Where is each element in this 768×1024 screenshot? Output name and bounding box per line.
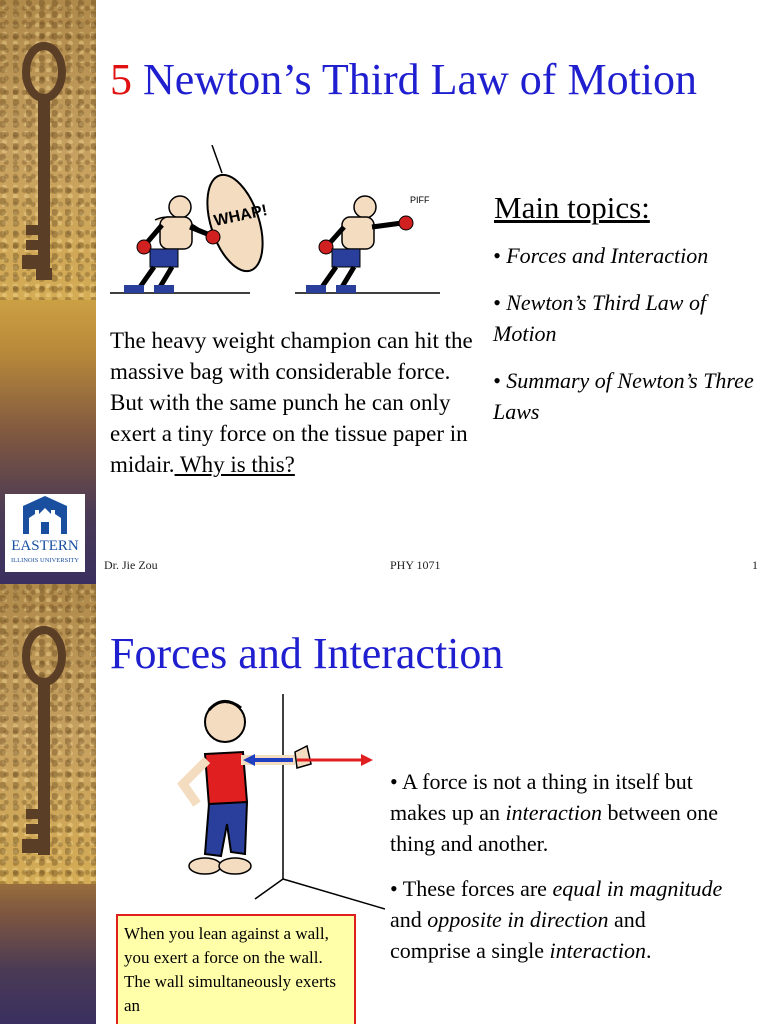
slide-title-text: Newton’s Third Law of Motion: [143, 55, 698, 104]
boxer-illustration: [110, 145, 455, 310]
intro-text: The heavy weight champion can hit the massive bag with considerable force. But with the same punch he can only exert a tiny force on the tissue paper in midair.: [110, 328, 473, 477]
topics-heading: Main topics:: [494, 190, 650, 225]
bullet-emphasis: opposite in direction: [427, 907, 609, 932]
bullet-text: • These forces are: [390, 876, 553, 901]
university-logo: [5, 494, 85, 572]
illustration-caption: When you lean against a wall, you exert a force on the wall. The wall simultaneously exerts an: [116, 914, 356, 1024]
svg-text:EASTERN: EASTERN: [11, 538, 79, 554]
topics-list: [493, 240, 763, 443]
svg-text:PIFF: PIFF: [410, 195, 430, 205]
topic-item: • Forces and Interaction: [493, 243, 709, 268]
bullet-emphasis: equal in magnitude: [552, 876, 723, 901]
bullet-text: and comprise a single: [390, 907, 646, 963]
bullet-emphasis: interaction: [549, 938, 647, 963]
slide-title: [110, 54, 697, 105]
bullet-item: [390, 766, 730, 859]
bullet-text: • A force is not a thing in itself but makes up an: [390, 769, 693, 825]
topic-item: • Newton’s Third Law of Motion: [493, 290, 707, 346]
footer-course: PHY 1071: [390, 558, 441, 572]
man-leaning-illustration: [135, 694, 385, 914]
svg-text:WHAP!: WHAP!: [212, 202, 269, 230]
bullet-emphasis: interaction: [505, 800, 603, 825]
slide-title: Forces and Interaction: [110, 629, 504, 678]
svg-text:ILLINOIS UNIVERSITY: ILLINOIS UNIVERSITY: [10, 557, 80, 564]
slide-2: [0, 584, 768, 1024]
sidebar-decoration: [0, 0, 96, 584]
intro-paragraph: [110, 325, 480, 480]
key-icon: [12, 624, 82, 874]
bullet-list: [390, 766, 730, 980]
footer-page: 1: [752, 558, 758, 572]
bullet-text: .: [646, 938, 652, 963]
key-icon: [12, 40, 82, 290]
bullet-text: between one thing and another.: [390, 800, 719, 856]
topic-item: • Summary of Newton’s Three Laws: [493, 368, 754, 424]
intro-question: Why is this?: [174, 452, 295, 477]
sidebar-decoration: [0, 584, 96, 1024]
footer-author: Dr. Jie Zou: [104, 558, 158, 572]
bullet-item: [390, 873, 730, 966]
bullet-text: and: [390, 907, 428, 932]
slide-number: 5: [110, 55, 132, 104]
